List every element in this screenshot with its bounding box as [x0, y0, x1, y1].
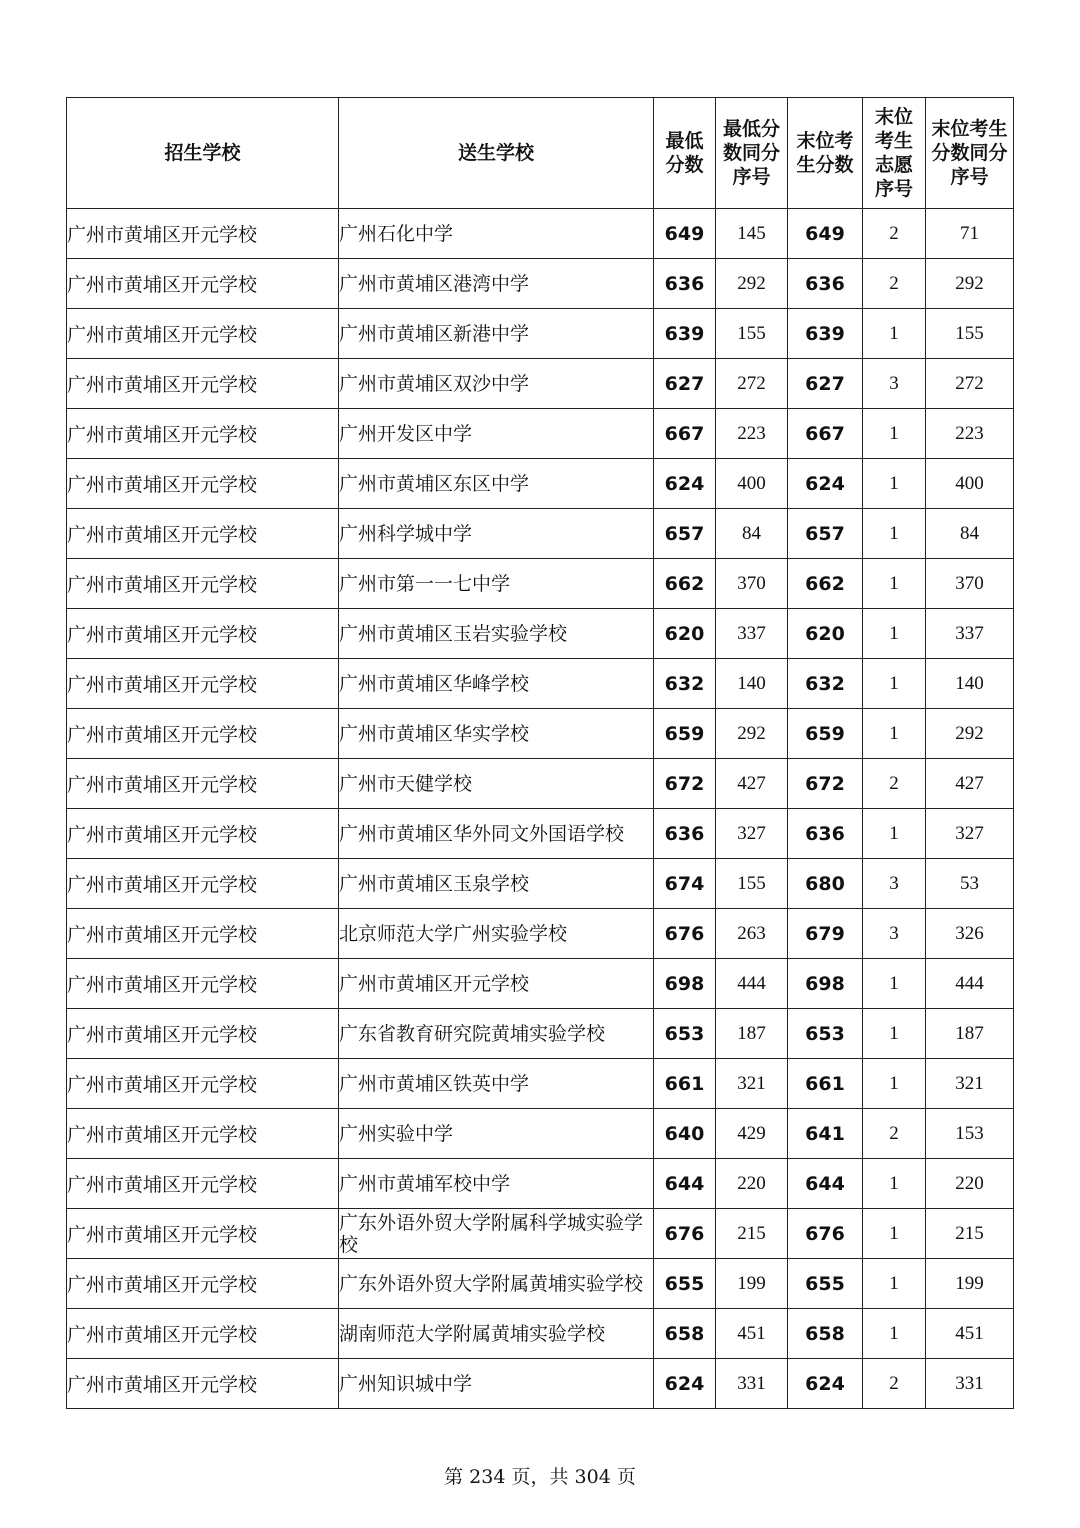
table-row — [67, 709, 1014, 759]
cell-recruit-school: 广州市黄埔区开元学校 — [67, 859, 339, 909]
cell-last-score: 632 — [788, 659, 863, 709]
cell-last-choice-rank: 2 — [863, 1109, 926, 1159]
table-row — [67, 259, 1014, 309]
cell-last-choice-rank: 1 — [863, 459, 926, 509]
admission-score-table — [66, 97, 1014, 1409]
cell-min-score: 624 — [654, 1359, 716, 1409]
cell-last-score: 657 — [788, 509, 863, 559]
cell-min-score: 676 — [654, 1209, 716, 1259]
table-row — [67, 659, 1014, 709]
cell-send-school: 广州市黄埔区玉泉学校 — [339, 859, 654, 909]
cell-last-score: 620 — [788, 609, 863, 659]
cell-min-score: 655 — [654, 1259, 716, 1309]
cell-send-school: 广州市黄埔区港湾中学 — [339, 259, 654, 309]
cell-min-same-score-rank: 155 — [716, 309, 788, 359]
cell-send-school: 广州市黄埔区铁英中学 — [339, 1059, 654, 1109]
cell-last-choice-rank: 2 — [863, 209, 926, 259]
cell-min-score: 620 — [654, 609, 716, 659]
cell-last-score: 641 — [788, 1109, 863, 1159]
cell-last-choice-rank: 1 — [863, 1159, 926, 1209]
cell-recruit-school: 广州市黄埔区开元学校 — [67, 909, 339, 959]
cell-recruit-school: 广州市黄埔区开元学校 — [67, 1159, 339, 1209]
table-row — [67, 1359, 1014, 1409]
cell-last-choice-rank: 2 — [863, 759, 926, 809]
cell-last-same-score-rank: 292 — [926, 259, 1014, 309]
cell-min-same-score-rank: 429 — [716, 1109, 788, 1159]
cell-last-same-score-rank: 337 — [926, 609, 1014, 659]
cell-last-same-score-rank: 199 — [926, 1259, 1014, 1309]
cell-min-same-score-rank: 444 — [716, 959, 788, 1009]
cell-send-school: 广州市黄埔军校中学 — [339, 1159, 654, 1209]
cell-min-score: 639 — [654, 309, 716, 359]
cell-last-same-score-rank: 321 — [926, 1059, 1014, 1109]
cell-last-choice-rank: 1 — [863, 409, 926, 459]
header-send-school: 送生学校 — [339, 98, 654, 209]
cell-last-same-score-rank: 71 — [926, 209, 1014, 259]
header-row — [67, 98, 1014, 209]
cell-send-school: 广东省教育研究院黄埔实验学校 — [339, 1009, 654, 1059]
cell-last-same-score-rank: 400 — [926, 459, 1014, 509]
cell-last-same-score-rank: 451 — [926, 1309, 1014, 1359]
cell-send-school: 北京师范大学广州实验学校 — [339, 909, 654, 959]
cell-recruit-school: 广州市黄埔区开元学校 — [67, 1059, 339, 1109]
table-row — [67, 1159, 1014, 1209]
cell-last-score: 636 — [788, 809, 863, 859]
cell-min-score: 653 — [654, 1009, 716, 1059]
cell-recruit-school: 广州市黄埔区开元学校 — [67, 709, 339, 759]
cell-last-same-score-rank: 84 — [926, 509, 1014, 559]
cell-min-same-score-rank: 140 — [716, 659, 788, 709]
table-row — [67, 1209, 1014, 1259]
table-row — [67, 809, 1014, 859]
cell-last-choice-rank: 1 — [863, 509, 926, 559]
cell-min-same-score-rank: 199 — [716, 1259, 788, 1309]
table-row — [67, 459, 1014, 509]
cell-min-score: 644 — [654, 1159, 716, 1209]
cell-min-same-score-rank: 220 — [716, 1159, 788, 1209]
cell-last-score: 659 — [788, 709, 863, 759]
cell-recruit-school: 广州市黄埔区开元学校 — [67, 1359, 339, 1409]
cell-last-score: 698 — [788, 959, 863, 1009]
cell-last-score: 676 — [788, 1209, 863, 1259]
table-row — [67, 509, 1014, 559]
cell-recruit-school: 广州市黄埔区开元学校 — [67, 459, 339, 509]
table-row — [67, 1109, 1014, 1159]
cell-last-choice-rank: 2 — [863, 1359, 926, 1409]
cell-send-school: 广州市第一一七中学 — [339, 559, 654, 609]
cell-last-score: 680 — [788, 859, 863, 909]
cell-recruit-school: 广州市黄埔区开元学校 — [67, 309, 339, 359]
cell-last-choice-rank: 1 — [863, 609, 926, 659]
cell-last-score: 658 — [788, 1309, 863, 1359]
cell-min-same-score-rank: 331 — [716, 1359, 788, 1409]
cell-last-score: 655 — [788, 1259, 863, 1309]
cell-min-score: 636 — [654, 809, 716, 859]
cell-recruit-school: 广州市黄埔区开元学校 — [67, 1109, 339, 1159]
cell-last-choice-rank: 2 — [863, 259, 926, 309]
table-header — [67, 98, 1014, 209]
header-min-score: 最低分数 — [654, 98, 716, 209]
header-last-same-score-rank: 末位考生分数同分序号 — [926, 98, 1014, 209]
cell-last-score: 624 — [788, 1359, 863, 1409]
cell-last-same-score-rank: 155 — [926, 309, 1014, 359]
cell-min-score: 667 — [654, 409, 716, 459]
cell-min-same-score-rank: 427 — [716, 759, 788, 809]
cell-min-same-score-rank: 155 — [716, 859, 788, 909]
cell-recruit-school: 广州市黄埔区开元学校 — [67, 1259, 339, 1309]
cell-last-score: 661 — [788, 1059, 863, 1109]
cell-last-score: 639 — [788, 309, 863, 359]
cell-recruit-school: 广州市黄埔区开元学校 — [67, 509, 339, 559]
cell-last-same-score-rank: 53 — [926, 859, 1014, 909]
header-recruit-school: 招生学校 — [67, 98, 339, 209]
cell-send-school: 广州石化中学 — [339, 209, 654, 259]
cell-recruit-school: 广州市黄埔区开元学校 — [67, 609, 339, 659]
cell-last-score: 627 — [788, 359, 863, 409]
cell-min-score: 674 — [654, 859, 716, 909]
table-row — [67, 209, 1014, 259]
cell-last-same-score-rank: 370 — [926, 559, 1014, 609]
cell-send-school: 广州市黄埔区东区中学 — [339, 459, 654, 509]
cell-send-school: 广州市黄埔区华外同文外国语学校 — [339, 809, 654, 859]
cell-min-score: 698 — [654, 959, 716, 1009]
cell-last-choice-rank: 1 — [863, 1059, 926, 1109]
cell-min-same-score-rank: 321 — [716, 1059, 788, 1109]
cell-send-school: 广州市黄埔区玉岩实验学校 — [339, 609, 654, 659]
cell-recruit-school: 广州市黄埔区开元学校 — [67, 259, 339, 309]
cell-last-choice-rank: 1 — [863, 659, 926, 709]
cell-last-same-score-rank: 140 — [926, 659, 1014, 709]
cell-last-choice-rank: 3 — [863, 359, 926, 409]
cell-last-choice-rank: 1 — [863, 959, 926, 1009]
cell-last-same-score-rank: 331 — [926, 1359, 1014, 1409]
cell-last-same-score-rank: 444 — [926, 959, 1014, 1009]
table-row — [67, 909, 1014, 959]
cell-last-same-score-rank: 292 — [926, 709, 1014, 759]
cell-min-same-score-rank: 84 — [716, 509, 788, 559]
cell-recruit-school: 广州市黄埔区开元学校 — [67, 759, 339, 809]
cell-last-same-score-rank: 153 — [926, 1109, 1014, 1159]
cell-last-choice-rank: 1 — [863, 1209, 926, 1259]
table-row — [67, 859, 1014, 909]
cell-send-school: 广州市黄埔区双沙中学 — [339, 359, 654, 409]
header-last-choice-rank: 末位考生志愿序号 — [863, 98, 926, 209]
cell-send-school: 广东外语外贸大学附属黄埔实验学校 — [339, 1259, 654, 1309]
cell-recruit-school: 广州市黄埔区开元学校 — [67, 209, 339, 259]
cell-min-same-score-rank: 451 — [716, 1309, 788, 1359]
cell-min-score: 649 — [654, 209, 716, 259]
cell-send-school: 广州科学城中学 — [339, 509, 654, 559]
cell-last-same-score-rank: 327 — [926, 809, 1014, 859]
cell-min-score: 624 — [654, 459, 716, 509]
cell-recruit-school: 广州市黄埔区开元学校 — [67, 809, 339, 859]
cell-last-score: 653 — [788, 1009, 863, 1059]
cell-recruit-school: 广州市黄埔区开元学校 — [67, 959, 339, 1009]
cell-min-score: 636 — [654, 259, 716, 309]
cell-send-school: 广州市黄埔区华峰学校 — [339, 659, 654, 709]
cell-min-same-score-rank: 337 — [716, 609, 788, 659]
cell-last-choice-rank: 1 — [863, 1309, 926, 1359]
cell-min-same-score-rank: 223 — [716, 409, 788, 459]
table-row — [67, 759, 1014, 809]
cell-min-score: 659 — [654, 709, 716, 759]
table-body — [67, 209, 1014, 1409]
table-row — [67, 359, 1014, 409]
cell-last-choice-rank: 1 — [863, 809, 926, 859]
cell-send-school: 广州市黄埔区新港中学 — [339, 309, 654, 359]
cell-recruit-school: 广州市黄埔区开元学校 — [67, 559, 339, 609]
cell-send-school: 广州市黄埔区华实学校 — [339, 709, 654, 759]
cell-send-school: 广东外语外贸大学附属科学城实验学校 — [339, 1209, 654, 1259]
cell-last-same-score-rank: 220 — [926, 1159, 1014, 1209]
cell-min-same-score-rank: 187 — [716, 1009, 788, 1059]
cell-min-score: 632 — [654, 659, 716, 709]
header-last-score: 末位考生分数 — [788, 98, 863, 209]
cell-last-choice-rank: 1 — [863, 1259, 926, 1309]
cell-min-same-score-rank: 215 — [716, 1209, 788, 1259]
table-row — [67, 1009, 1014, 1059]
cell-min-same-score-rank: 292 — [716, 259, 788, 309]
cell-last-same-score-rank: 187 — [926, 1009, 1014, 1059]
cell-last-score: 636 — [788, 259, 863, 309]
cell-min-same-score-rank: 263 — [716, 909, 788, 959]
cell-min-same-score-rank: 370 — [716, 559, 788, 609]
table-row — [67, 959, 1014, 1009]
cell-last-same-score-rank: 272 — [926, 359, 1014, 409]
table-row — [67, 609, 1014, 659]
cell-min-score: 672 — [654, 759, 716, 809]
cell-min-score: 640 — [654, 1109, 716, 1159]
cell-recruit-school: 广州市黄埔区开元学校 — [67, 659, 339, 709]
cell-send-school: 湖南师范大学附属黄埔实验学校 — [339, 1309, 654, 1359]
table-row — [67, 1309, 1014, 1359]
cell-last-score: 672 — [788, 759, 863, 809]
cell-last-score: 679 — [788, 909, 863, 959]
table-row — [67, 1259, 1014, 1309]
cell-last-score: 624 — [788, 459, 863, 509]
cell-min-score: 676 — [654, 909, 716, 959]
cell-send-school: 广州实验中学 — [339, 1109, 654, 1159]
table-row — [67, 409, 1014, 459]
cell-last-same-score-rank: 427 — [926, 759, 1014, 809]
cell-send-school: 广州开发区中学 — [339, 409, 654, 459]
cell-min-same-score-rank: 400 — [716, 459, 788, 509]
cell-min-score: 662 — [654, 559, 716, 609]
cell-send-school: 广州知识城中学 — [339, 1359, 654, 1409]
cell-last-score: 667 — [788, 409, 863, 459]
cell-last-same-score-rank: 223 — [926, 409, 1014, 459]
table-row — [67, 1059, 1014, 1109]
cell-last-same-score-rank: 215 — [926, 1209, 1014, 1259]
cell-last-score: 649 — [788, 209, 863, 259]
cell-recruit-school: 广州市黄埔区开元学校 — [67, 359, 339, 409]
cell-min-same-score-rank: 327 — [716, 809, 788, 859]
header-min-same-score-rank: 最低分数同分序号 — [716, 98, 788, 209]
cell-recruit-school: 广州市黄埔区开元学校 — [67, 1209, 339, 1259]
table-row — [67, 559, 1014, 609]
cell-recruit-school: 广州市黄埔区开元学校 — [67, 1009, 339, 1059]
cell-recruit-school: 广州市黄埔区开元学校 — [67, 409, 339, 459]
cell-min-score: 658 — [654, 1309, 716, 1359]
cell-last-choice-rank: 1 — [863, 1009, 926, 1059]
cell-min-same-score-rank: 145 — [716, 209, 788, 259]
cell-min-score: 661 — [654, 1059, 716, 1109]
cell-last-score: 662 — [788, 559, 863, 609]
cell-min-same-score-rank: 272 — [716, 359, 788, 409]
cell-min-score: 657 — [654, 509, 716, 559]
page-number: 第 234 页，共 304 页 — [444, 1466, 636, 1488]
table-row — [67, 309, 1014, 359]
cell-last-score: 644 — [788, 1159, 863, 1209]
cell-last-choice-rank: 1 — [863, 559, 926, 609]
cell-min-same-score-rank: 292 — [716, 709, 788, 759]
cell-last-choice-rank: 1 — [863, 709, 926, 759]
cell-min-score: 627 — [654, 359, 716, 409]
cell-send-school: 广州市黄埔区开元学校 — [339, 959, 654, 1009]
cell-send-school: 广州市天健学校 — [339, 759, 654, 809]
cell-last-choice-rank: 3 — [863, 909, 926, 959]
cell-last-choice-rank: 1 — [863, 309, 926, 359]
cell-last-choice-rank: 3 — [863, 859, 926, 909]
cell-recruit-school: 广州市黄埔区开元学校 — [67, 1309, 339, 1359]
cell-last-same-score-rank: 326 — [926, 909, 1014, 959]
